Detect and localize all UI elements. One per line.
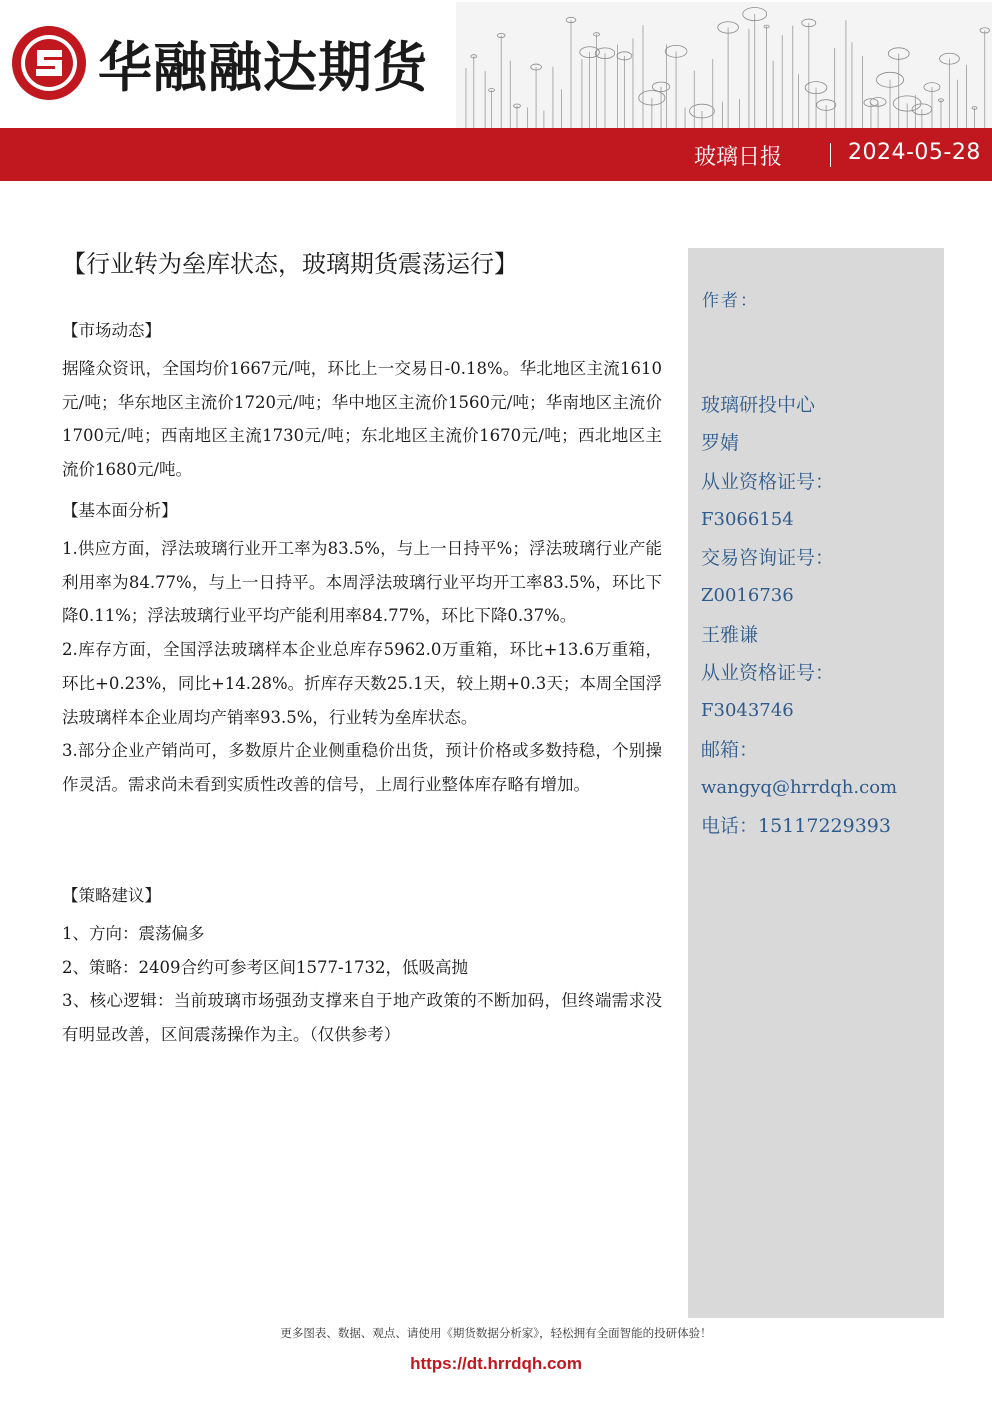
- strategy-plan: 2、策略：2409合约可参考区间1577-1732，低吸高抛: [62, 957, 469, 977]
- paragraph-market: 据隆众资讯，全国均价1667元/吨，环比上一交易日-0.18%。华北地区主流1610元/吨；华东地区主流价1720元/吨；华中地区主流价1560元/吨；华南地区主流价1700元/吨；西南地区主流1730元/吨；东北地区主流价1670元/吨；西北地区主流价1680元/吨。: [62, 359, 662, 480]
- section-title-fundamentals: 【基本面分析】: [62, 501, 178, 520]
- brand-name: 华融融达期货: [98, 35, 428, 99]
- report-name: 玻璃日报: [694, 145, 783, 170]
- header-divider: [830, 143, 831, 167]
- decorative-lines-graphic: [456, 2, 992, 128]
- strategy-direction: 1、方向：震荡偏多: [62, 924, 205, 943]
- section-strategy: [62, 879, 662, 1052]
- report-date: 2024-05-28: [848, 140, 981, 165]
- consulting-number: Z0016736: [701, 585, 794, 607]
- section-fundamentals: [62, 494, 662, 802]
- report-headline: 【行业转为垒库状态，玻璃期货震荡运行】: [62, 250, 518, 278]
- header-band: [0, 128, 992, 181]
- qualification-number-2: F3043746: [701, 700, 794, 722]
- paragraph-demand: 3.部分企业产销尚可，多数原片企业侧重稳价出货，预计价格或多数持稳，个别操作灵活。需求尚未看到实质性改善的信号，上周行业整体库存略有增加。: [62, 741, 662, 794]
- strategy-logic: 3、核心逻辑：当前玻璃市场强劲支撑来自于地产政策的不断加码，但终端需求没有明显改善，区间震荡操作为主。（仅供参考）: [62, 991, 662, 1045]
- research-center: 玻璃研投中心: [701, 394, 816, 416]
- author-name-2: 王雅谦: [701, 623, 759, 646]
- qualification-label-1: 从业资格证号：: [701, 470, 835, 493]
- email-label: 邮箱：: [701, 738, 759, 761]
- section-title-strategy: 【策略建议】: [62, 886, 161, 905]
- section-title-market: 【市场动态】: [62, 321, 161, 340]
- section-market: [62, 314, 662, 487]
- email-address[interactable]: wangyq@hrrdqh.com: [701, 776, 898, 798]
- huarong-logo-icon: [10, 24, 88, 102]
- author-name-1: 罗婧: [701, 432, 740, 455]
- contact-list: [701, 388, 937, 848]
- paragraph-supply: 1.供应方面，浮法玻璃行业开工率为83.5%，与上一日持平%；浮法玻璃行业产能利用率为84.77%，与上一日持平。本周浮法玻璃行业平均开工率83.5%，环比下降0.11%；浮法玻璃行业平均产能利用率84.77%，环比下降0.37%。: [62, 539, 662, 626]
- author-label: 作者：: [702, 291, 759, 311]
- consulting-label: 交易咨询证号：: [701, 547, 835, 570]
- phone: 电话：15117229393: [701, 815, 891, 838]
- footer-link[interactable]: https://dt.hrrdqh.com: [410, 1354, 582, 1373]
- brand-logo: [10, 24, 428, 102]
- paragraph-inventory: 2.库存方面，全国浮法玻璃样本企业总库存5962.0万重箱，环比+13.6万重箱，环比+0.23%，同比+14.28%。折库存天数25.1天，较上期+0.3天；本周全国浮法玻璃样本企业周均产销率93.5%，行业转为垒库状态。: [62, 640, 662, 727]
- footer-note: 更多图表、数据、观点、请使用《期货数据分析家》，轻松拥有全面智能的投研体验！: [280, 1326, 712, 1340]
- qualification-label-2: 从业资格证号：: [701, 662, 835, 685]
- qualification-number-1: F3066154: [701, 508, 794, 530]
